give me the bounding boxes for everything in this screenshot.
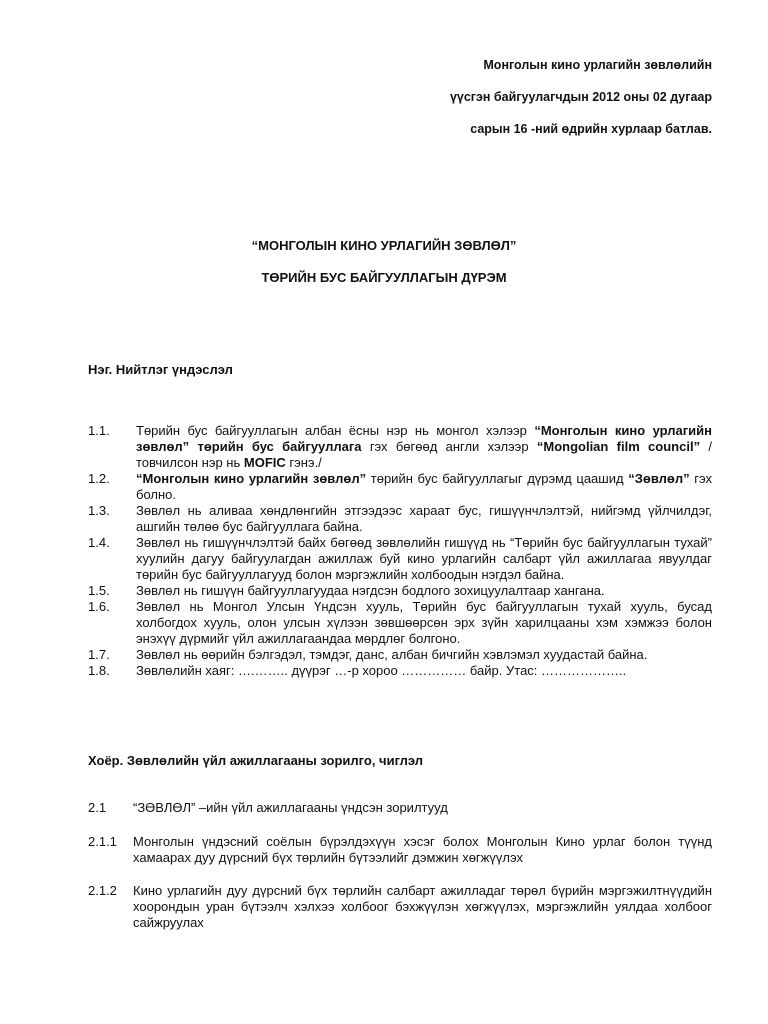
item-number: 1.8. [88,663,110,678]
list-item-1-4 [88,535,712,583]
list-item-2-1-1 [88,834,712,866]
item-text: Зөвлөл нь гишүүн байгууллагуудаа нэгдсэн бодлого зохицуулалтаар хангана. [136,583,605,598]
item-number: 1.4. [88,535,110,550]
list-item-2-1 [88,800,712,816]
approval-line-1: Монголын кино урлагийн зөвлөлийн [483,58,712,72]
item-text: Зөвлөлийн хаяг: ….…….. дүүрэг …-р хороо …………… байр. Утас: ……………….. [136,663,627,678]
list-item-2-1-2 [88,883,712,931]
approval-line-3: сарын 16 -ний өдрийн хурлаар батлав. [470,122,712,136]
item-text: Төрийн бус байгууллагын албан ёсны нэр нь монгол хэлээр “Монголын кино урлагийн зөвлөл” төрийн бус байгууллага гэх бөгөөд англи хэлээр “Mongolian film council” /товчилсон нэр нь MOFIC гэнэ./ [136,423,712,470]
item-text: Кино урлагийн дуу дүрсний бүх төрлийн салбарт ажилладаг төрөл бүрийн мэргэжилтнүүдийн хоорондын уран бүтээлч хэлхээ холбоог бэхжүүлэн хөгжүүлэх, мэргэжлийн уялдаа холбоог сайжруулах [133,883,712,930]
section-2-heading: Хоёр. Зөвлөлийн үйл ажиллагааны зорилго, чиглэл [88,753,424,768]
list-item-1-1 [88,423,712,471]
list-item-1-2 [88,471,712,503]
document-subtitle: ТӨРИЙН БУС БАЙГУУЛЛАГЫН ДҮРЭМ [261,270,507,285]
list-item-1-8 [88,663,712,679]
item-number: 1.6. [88,599,110,614]
list-item-1-6 [88,599,712,647]
item-text: Монголын үндэсний соёлын бүрэлдэхүүн хэсэг болох Монголын Кино урлаг болон түүнд хамаарах дуу дүрсний бүх төрлийн бүтээлийг дэмжин хөгжүүлэх [133,834,712,865]
item-text: Зөвлөл нь аливаа хөндлөнгийн этгээдээс хараат бус, гишүүнчлэлтэй, нийгэмд үйлчилдэг, ашгийн төлөө бус байгууллага байна. [136,503,712,534]
list-item-1-3 [88,503,712,535]
item-text: Зөвлөл нь өөрийн бэлгэдэл, тэмдэг, данс, албан бичгийн хэвлэмэл хуудастай байна. [136,647,648,662]
item-number: 1.7. [88,647,110,662]
item-number: 1.5. [88,583,110,598]
item-text: “Монголын кино урлагийн зөвлөл” төрийн бус байгууллагыг дүрэмд цаашид “Зөвлөл” гэх болно. [136,471,713,502]
list-item-1-5 [88,583,712,599]
item-number: 1.3. [88,503,110,518]
item-number: 2.1.2 [88,883,117,898]
item-number: 2.1 [88,800,107,815]
item-number: 1.2. [88,471,110,486]
list-item-1-7 [88,647,712,663]
document-title: “МОНГОЛЫН КИНО УРЛАГИЙН ЗӨВЛӨЛ” [251,238,517,253]
item-text: Зөвлөл нь Монгол Улсын Үндсэн хууль, Төрийн бус байгууллагын тухай хууль, бусад холбогдох хууль, олон улсын хүлээн зөвшөөрсөн эрх зүйн харилцааны хэм хэмжээ болон энэхүү дүрмийг үйл ажиллагаандаа мөрдлөг болгоно. [136,599,712,646]
section-1-heading: Нэг. Нийтлэг үндэслэл [88,362,233,377]
approval-line-2: үүсгэн байгуулагчдын 2012 оны 02 дугаар [449,90,712,104]
item-number: 1.1. [88,423,110,438]
item-text: Зөвлөл нь гишүүнчлэлтэй байх бөгөөд зөвлөлийн гишүүд нь “Төрийн бус байгууллагын тухай” хуулийн дагуу байгуулагдан ажиллаж буй кино урлагийн салбарт үйл ажиллагаа явуулдаг төрийн бус байгууллагууд болон мэргэжлийн холбоодын нэгдэл байна. [136,535,712,582]
item-text: “ЗӨВЛӨЛ” –ийн үйл ажиллагааны үндсэн зорилтууд [133,800,448,815]
item-number: 2.1.1 [88,834,117,849]
